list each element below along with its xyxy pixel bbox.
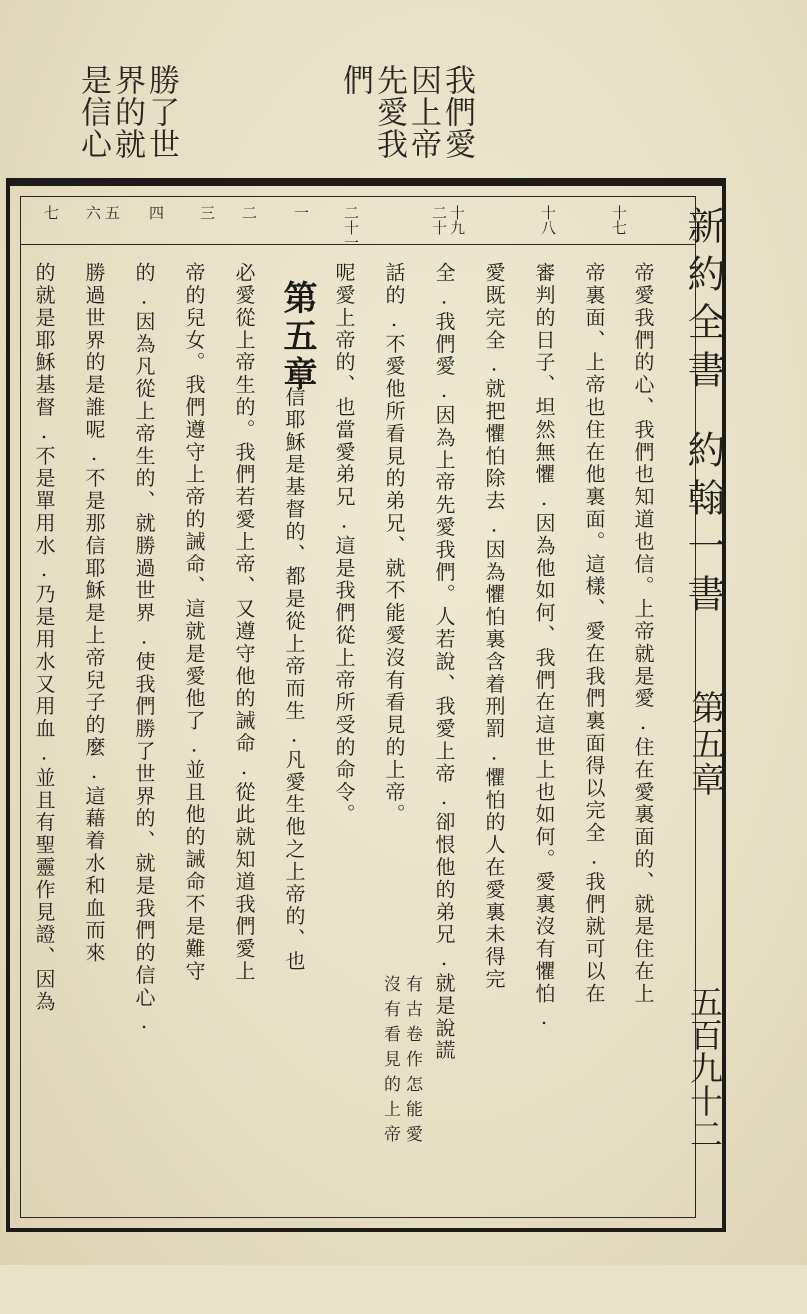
running-chapter: 第五章 — [685, 690, 725, 798]
text-column: 愛既完全.就把懼怕除去.因為懼怕裏含着刑罰.懼怕的人在愛裏未得完 — [482, 262, 506, 991]
text-column: 凡信耶穌是基督的、都是從上帝而生.凡愛生他之上帝的、也 — [282, 364, 306, 973]
chapter-heading: 第五章 — [277, 280, 317, 394]
verse-marker: 二十一 — [342, 205, 360, 250]
verse-marker: 七 — [42, 205, 60, 220]
verse-marker: 十九 — [448, 205, 466, 235]
summary-line: 因上帝 — [405, 64, 441, 160]
text-column: 呢愛上帝的、也當愛弟兄.這是我們從上帝所受的命令。 — [332, 262, 356, 826]
text-column: 的就是耶穌基督.不是單用水.乃是用水又用血.並且有聖靈作見證、因為 — [32, 262, 56, 1014]
verse-marker: 四 — [147, 205, 165, 220]
summary-line: 界的就 — [109, 64, 145, 160]
verse-marker: 五 — [103, 205, 121, 220]
summary-line: 我們愛 — [439, 64, 475, 160]
text-column: 的.因為凡從上帝生的、就勝過世界.使我們勝了世界的、就是我們的信心. — [132, 262, 156, 1036]
letter-title: 約翰一書 — [681, 430, 725, 622]
page-number: 五百九十二 — [685, 985, 724, 1150]
text-column: 審判的日子、坦然無懼.因為他如何、我們在這世上也如何。愛裏沒有懼怕. — [532, 262, 556, 1032]
verse-marker: 二 — [240, 205, 258, 220]
summary-line: 先愛我 — [371, 64, 407, 160]
variant-note-line: 沒有看見的上帝 — [380, 975, 400, 1150]
book-title: 新約全書 — [681, 206, 725, 398]
summary-line: 們 — [337, 64, 373, 96]
page-frame-top-rule — [6, 178, 726, 186]
verse-marker: 三 — [198, 205, 216, 220]
verse-marker: 十八 — [539, 205, 557, 235]
verse-marker: 一 — [292, 205, 310, 220]
text-column: 必愛從上帝生的。我們若愛上帝、又遵守他的誡命.從此就知道我們愛上 — [232, 262, 256, 983]
text-column: 帝的兒女。我們遵守上帝的誡命、這就是愛他了.並且他的誡命不是難守 — [182, 262, 206, 983]
text-column: 話的.不愛他所看見的弟兄、就不能愛沒有看見的上帝。 — [382, 262, 406, 826]
summary-line: 是信心 — [75, 64, 111, 160]
verse-marker: 十七 — [610, 205, 628, 235]
text-column: 帝愛我們的心、我們也知道也信。上帝就是愛.住在愛裏面的、就是住在上 — [631, 262, 655, 1006]
verse-marker: 六 — [84, 205, 102, 220]
text-column: 帝裏面、上帝也住在他裏面。這樣、愛在我們裏面得以完全.我們就可以在 — [582, 262, 606, 1006]
verse-marker: 二十 — [430, 205, 448, 235]
text-column: 全.我們愛.因為上帝先愛我們。人若說、我愛上帝.卻恨他的弟兄.就是說謊 — [432, 262, 456, 1062]
summary-line: 勝了世 — [143, 64, 179, 160]
variant-note-line: 有古卷作怎能愛 — [402, 975, 422, 1150]
text-column: 勝過世界的是誰呢.不是那信耶穌是上帝兒子的麼.這藉着水和血而來 — [82, 262, 106, 965]
